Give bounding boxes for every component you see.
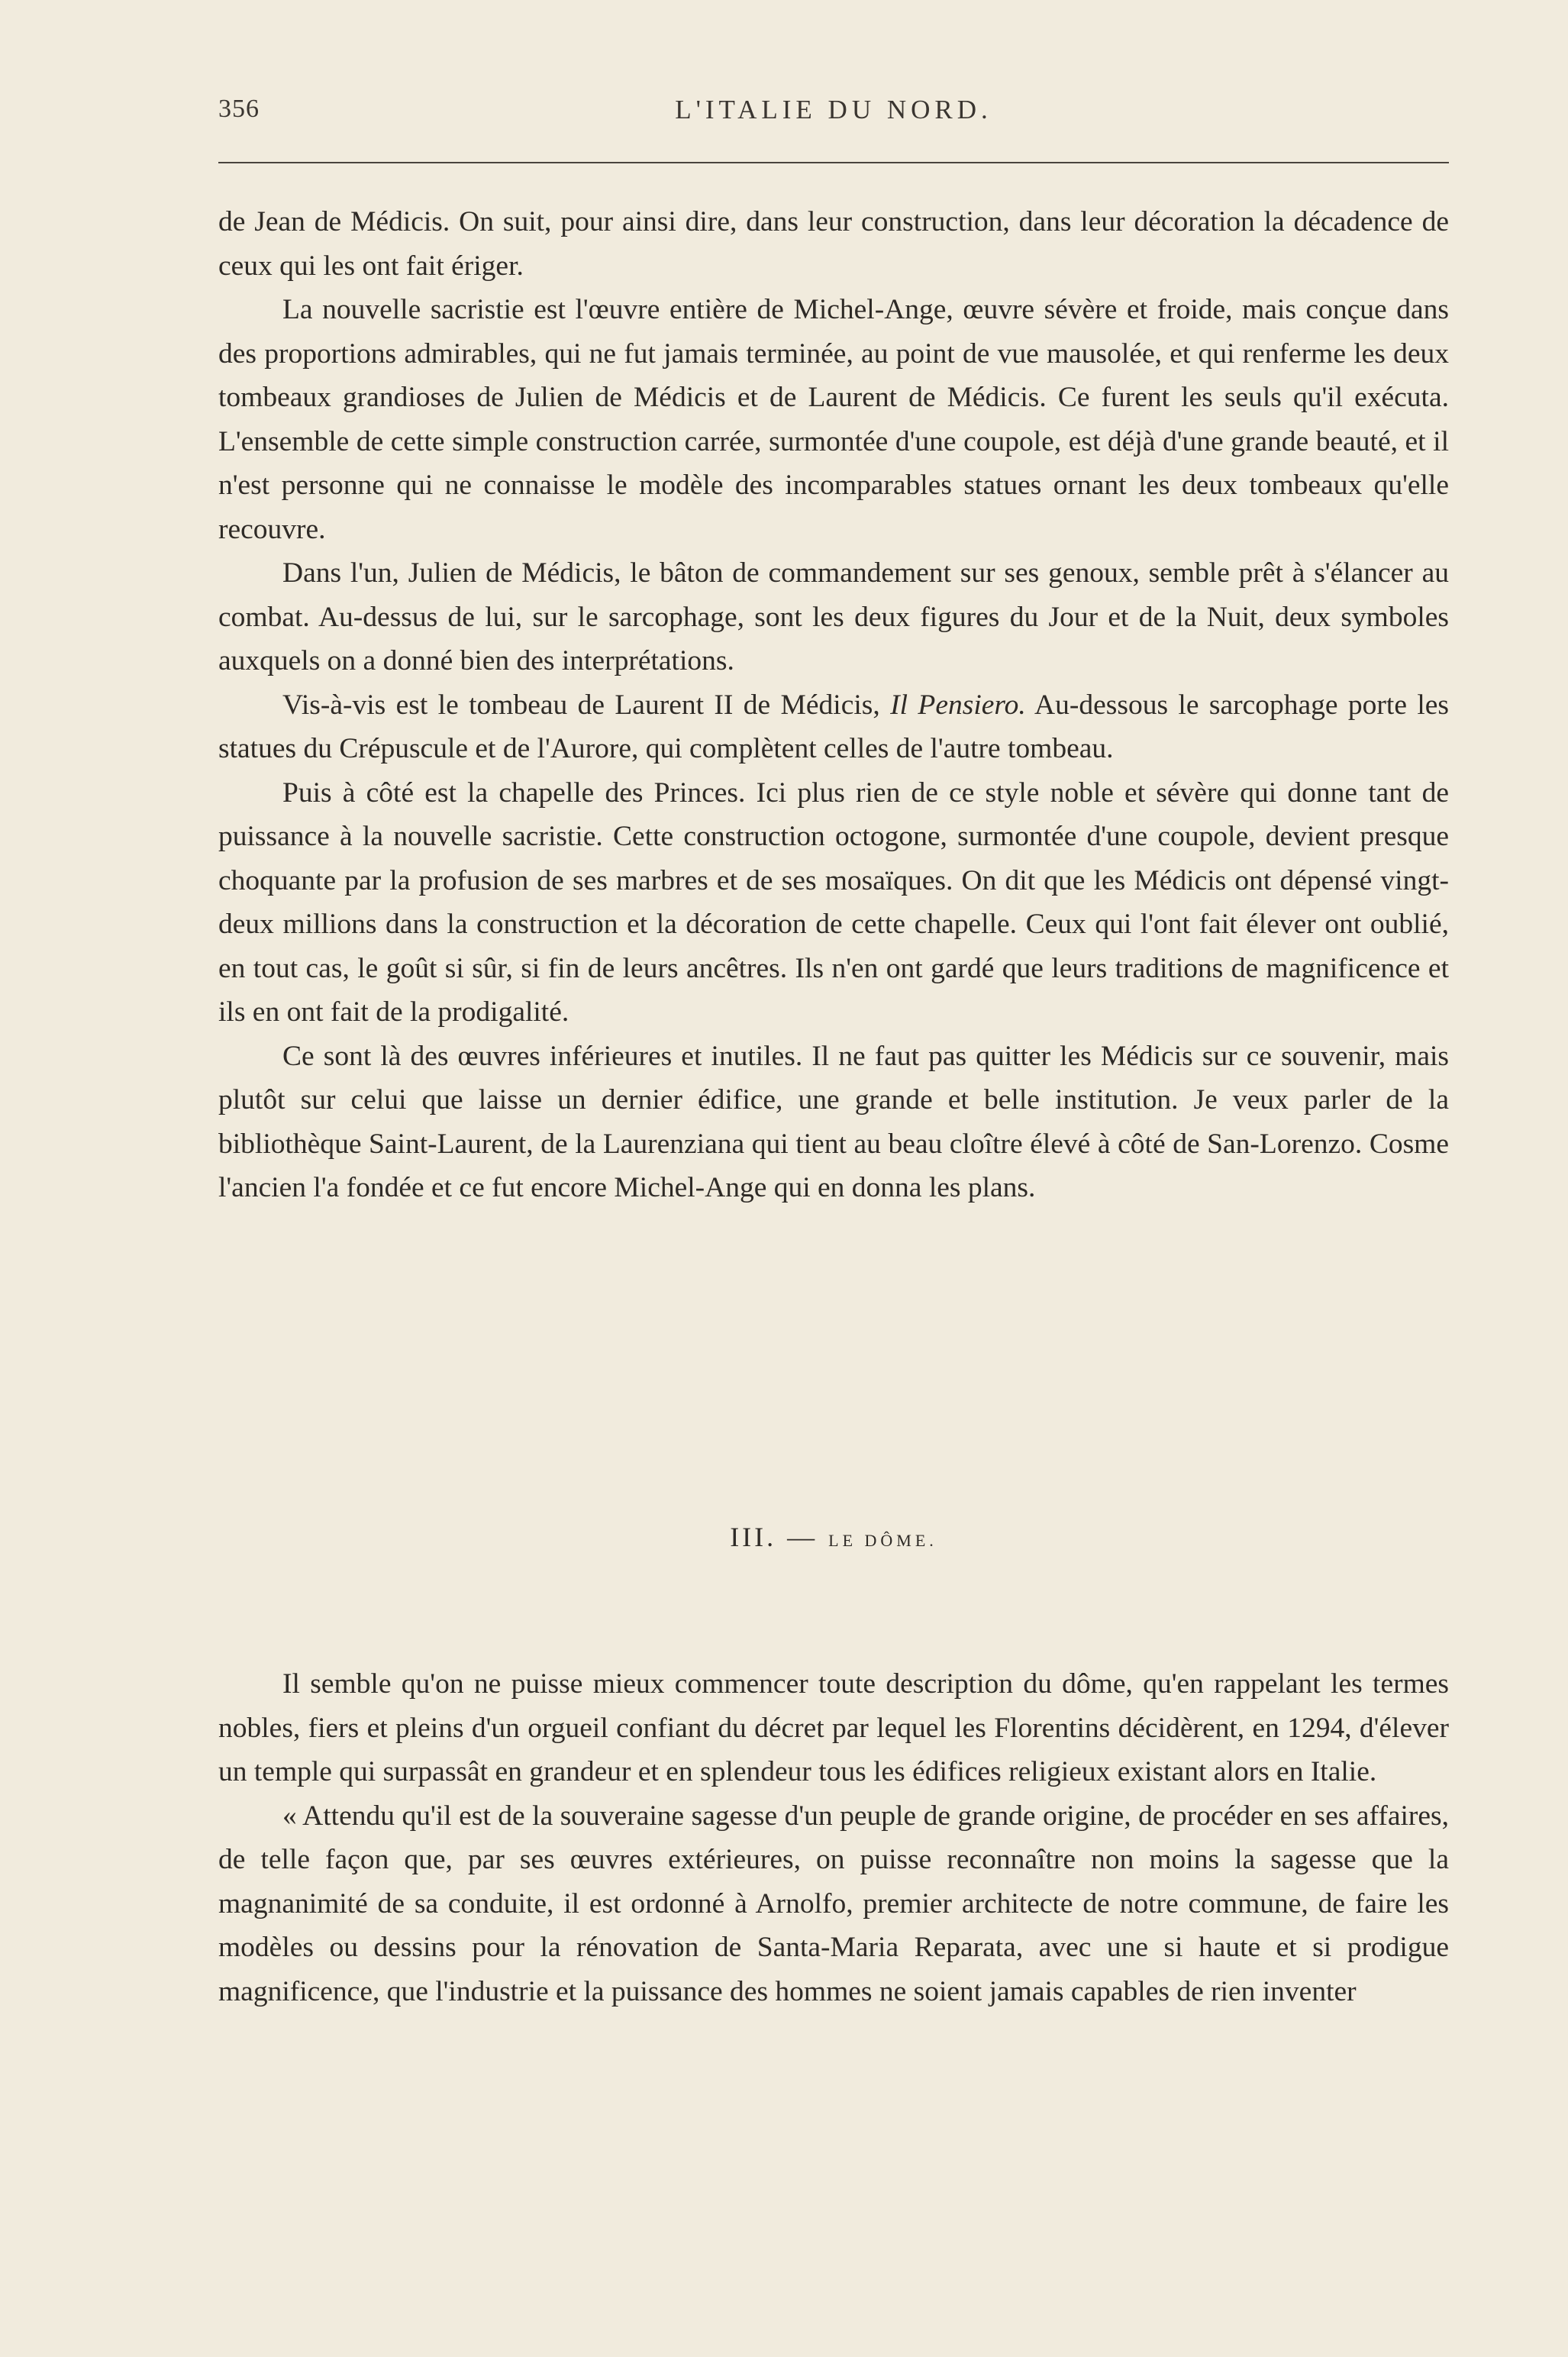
paragraph-continuation: de Jean de Médicis. On suit, pour ainsi dire, dans leur construction, dans leur décoration la décadence de ceux qui les ont fait ériger.: [218, 206, 1449, 282]
section-dash: —: [787, 1522, 818, 1552]
running-head: [218, 95, 1449, 140]
laurent-text-before: Vis-à-vis est le tombeau de Laurent II de Médicis,: [282, 689, 891, 721]
il-pensiero-italic: Il Pensiero.: [890, 689, 1026, 721]
section-two-text: [218, 1662, 1449, 2013]
page-number: 356: [218, 95, 260, 123]
paragraph-chapelle: Puis à côté est la chapelle des Princes. Ici plus rien de ce style noble et sévère qui donne tant de puissance à la nouvelle sacristie. Cette construction octogone, surmontée d'une coupole, devient presque choquante par la profusion de ses marbres et de ses mosaïques. On dit que les Médicis ont dépensé vingt-deux millions dans la construction et la décoration de cette chapelle. Ceux qui l'ont fait élever ont oublié, en tout cas, le goût si sûr, si fin de leurs ancêtres. Ils n'en ont gardé que leurs traditions de magnificence et ils en ont fait de la prodigalité.: [218, 777, 1449, 1028]
paragraph-julien: Dans l'un, Julien de Médicis, le bâton de commandement sur ses genoux, semble prêt à s'élancer au combat. Au-dessus de lui, sur le sarcophage, sont les deux figures du Jour et de la Nuit, deux symboles auxquels on a donné bien des interprétations.: [218, 557, 1449, 676]
section-numeral: III.: [730, 1522, 777, 1552]
laurent-text-after: Au-dessous le sarcophage porte les statues du Crépuscule et de l'Aurore, qui complètent celles de l'autre tombeau.: [218, 689, 1450, 764]
section-title: LE DÔME.: [828, 1531, 937, 1550]
paragraph-dome-intro: Il semble qu'on ne puisse mieux commencer toute description du dôme, qu'en rappelant les termes nobles, fiers et pleins d'un orgueil confiant du décret par lequel les Florentins décidèrent, en 1294, d'élever un temple qui surpassât en grandeur et en splendeur tous les édifices religieux existant alors en Italie.: [218, 1668, 1449, 1787]
section-heading: [218, 1521, 1449, 1553]
running-title: L'ITALIE DU NORD.: [675, 95, 992, 124]
paragraph-sacristie: La nouvelle sacristie est l'œuvre entière de Michel-Ange, œuvre sévère et froide, mais conçue dans des proportions admirables, qui ne fut jamais terminée, au point de vue mausolée, et qui renferme les deux tombeaux grandioses de Julien de Médicis et de Laurent de Médicis. Ce furent les seuls qu'il exécuta. L'ensemble de cette simple construction carrée, surmontée d'une coupole, est déjà d'une grande beauté, et il n'est personne qui ne connaisse le modèle des incomparables statues ornant les deux tombeaux qu'elle recouvre.: [218, 294, 1449, 545]
paragraph-laurent: [218, 683, 1449, 771]
section-one-text: [218, 200, 1449, 1210]
header-rule: [218, 162, 1449, 163]
paragraph-laurenziana: Ce sont là des œuvres inférieures et inutiles. Il ne faut pas quitter les Médicis sur ce souvenir, mais plutôt sur celui que laisse un dernier édifice, une grande et belle institution. Je veux parler de la bibliothèque Saint-Laurent, de la Laurenziana qui tient au beau cloître élevé à côté de San-Lorenzo. Cosme l'ancien l'a fondée et ce fut encore Michel-Ange qui en donna les plans.: [218, 1040, 1449, 1203]
paragraph-decree-quote: « Attendu qu'il est de la souveraine sagesse d'un peuple de grande origine, de procéder en ses affaires, de telle façon que, par ses œuvres extérieures, on puisse reconnaître non moins la sagesse que la magnanimité de sa conduite, il est ordonné à Arnolfo, premier architecte de notre commune, de faire les modèles ou dessins pour la rénovation de Santa-Maria Reparata, avec une si haute et si prodigue magnificence, que l'industrie et la puissance des hommes ne soient jamais capables de rien inventer: [218, 1800, 1449, 2007]
